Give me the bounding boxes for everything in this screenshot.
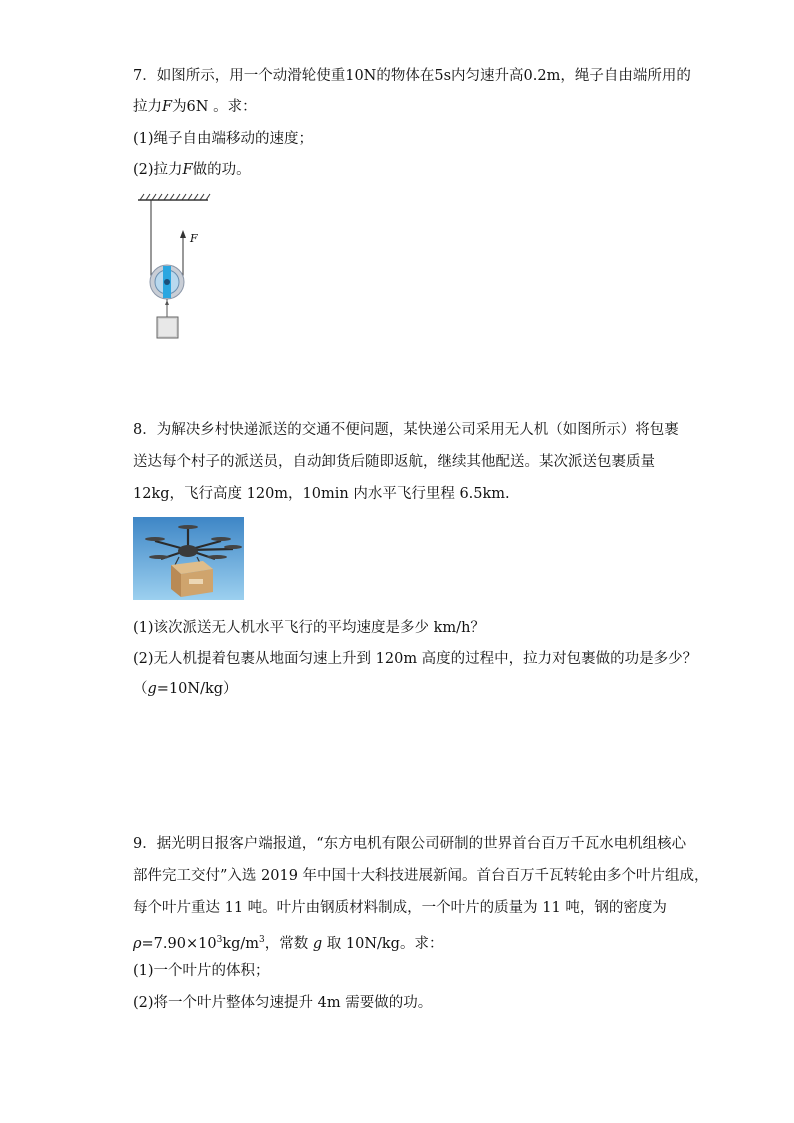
q9-sub1: (1)一个叶片的体积； xyxy=(133,963,270,979)
q9-line2: 部件完工交付”入选 2019 年中国十大科技进展新闻。首台百万千瓦转轮由多个叶片组成， xyxy=(133,868,709,884)
q7-line1: 7．如图所示，用一个动滑轮使重10N的物体在5s内匀速升高0.2m，绳子自由端所用的 xyxy=(133,68,691,84)
drone-body xyxy=(178,545,198,557)
q9-line1: 9．据光明日报客户端报道，“东方电机有限公司研制的世界首台百万千瓦水电机组核心 xyxy=(133,836,687,852)
ceiling-hatching xyxy=(140,194,210,200)
force-label: F xyxy=(190,232,198,245)
q8-line2: 送达每个村子的派送员，自动卸货后随即返航，继续其他配送。某次派送包裹质量 xyxy=(133,454,655,470)
drone-photo xyxy=(133,517,244,600)
q8-sub1: (1)该次派送无人机水平飞行的平均速度是多少 km/h？ xyxy=(133,620,485,636)
q7-sub2: (2)拉力F做的功。 xyxy=(133,162,251,178)
q8-line1: 8．为解决乡村快递派送的交通不便问题，某快递公司采用无人机（如图所示）将包裹 xyxy=(133,422,679,438)
force-arrow-icon xyxy=(180,230,186,238)
q8-line3: 12kg，飞行高度 120m，10min 内水平飞行里程 6.5km. xyxy=(133,486,510,502)
pulley-diagram xyxy=(130,190,220,345)
q8-sub2: (2)无人机提着包裹从地面匀速上升到 120m 高度的过程中，拉力对包裹做的功是多少？ xyxy=(133,651,698,667)
q7-line2: 拉力F为6N 。求： xyxy=(133,99,257,115)
q9-sub2: (2)将一个叶片整体匀速提升 4m 需要做的功。 xyxy=(133,995,433,1011)
q7-sub1: (1)绳子自由端移动的速度； xyxy=(133,131,314,147)
q9-line4: $\rho=7.90\times 10^3kg/m^3$，常数 g 取 10N/kg。求： xyxy=(133,935,444,952)
q9-line3: 每个叶片重达 11 吨。叶片由钢质材料制成，一个叶片的质量为 11 吨，钢的密度为 xyxy=(133,900,667,916)
q8-sub3: （g=10N/kg） xyxy=(133,681,238,697)
